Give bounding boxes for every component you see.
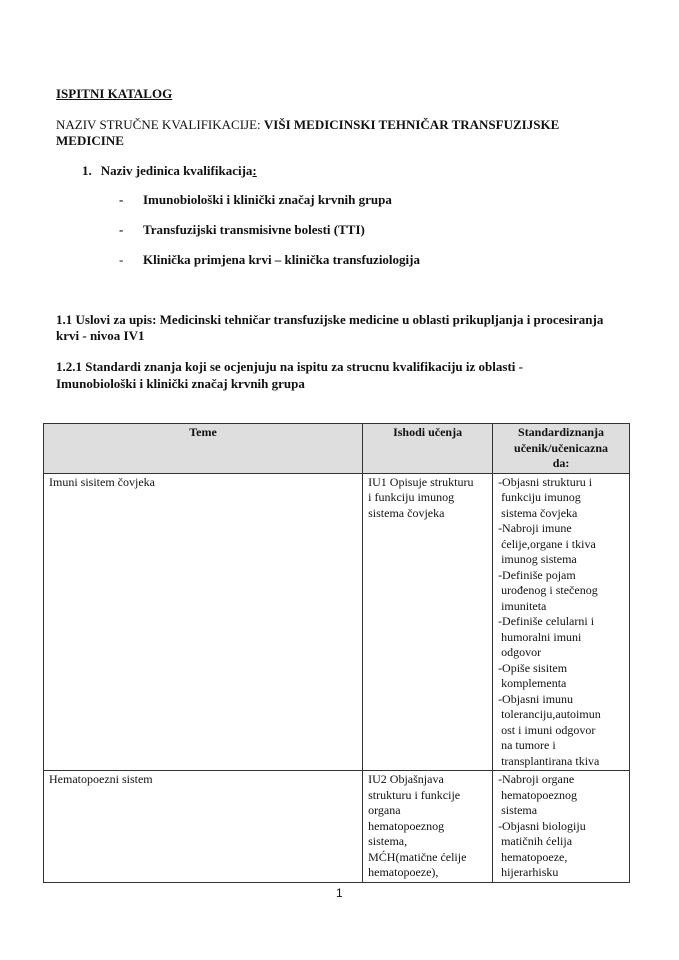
cell-line: organa — [368, 803, 401, 817]
list-item: Imunobiološki i klinički značaj krvnih grupa — [143, 192, 392, 207]
standards-heading-cont: Imunobiološki i klinički značaj krvnih grupa — [56, 376, 305, 391]
qualification-label: NAZIV STRUČNE KVALIFIKACIJE: — [56, 117, 264, 132]
header-line: učenik/učenicazna — [514, 440, 609, 455]
cell-line: matičnih ćelija — [498, 834, 573, 848]
list-item: Transfuzijski transmisivne bolesti (TTI) — [143, 222, 365, 237]
page-number: 1 — [336, 886, 343, 900]
cell-line: MĆH(matične ćelije — [368, 849, 467, 864]
table-row — [44, 771, 630, 883]
enrollment-label: 1.1 Uslovi za upis — [56, 312, 153, 327]
cell-line: sistema, — [368, 834, 408, 848]
section-heading-text: Naziv jedinica kvalifikacija — [100, 163, 253, 178]
cell-line: -Opiše sisitem — [498, 660, 568, 675]
list-bullet: - — [119, 252, 124, 267]
cell-line: -Objasni biologiju — [498, 818, 586, 833]
enrollment-conditions-cont: krvi - nivoa IV1 — [56, 328, 145, 343]
cell-line: -Nabroji organe — [498, 772, 575, 786]
cell-line: funkciju imunog — [498, 490, 581, 504]
cell-line: hematopoeze), — [368, 865, 439, 879]
section-1-heading — [82, 163, 257, 179]
cell-line: hematopoeze, — [498, 849, 568, 864]
cell-line: hematopoeznog — [368, 818, 445, 833]
cell-line: ćelije,organe i tkiva — [498, 536, 596, 551]
section-number: 1. — [82, 163, 92, 178]
cell-line: IU1 Opisuje strukturu — [368, 474, 474, 489]
cell-line: sistema čovjeka — [498, 505, 578, 520]
cell-line: imunog sistema — [498, 552, 577, 566]
enrollment-text: : Medicinski tehničar transfuzijske medicine u oblasti prikupljanja i procesiranja — [152, 312, 604, 327]
list-item: Klinička primjena krvi – klinička transfuziologija — [143, 252, 420, 267]
header-ishodi: Ishodi učenja — [363, 424, 493, 474]
cell-tema: Imuni sisitem čovjeka — [44, 473, 363, 771]
cell-line: urođenog i stečenog — [498, 583, 598, 597]
cell-line: sistema čovjeka — [368, 505, 445, 520]
standards-table — [43, 423, 630, 883]
enrollment-conditions — [56, 312, 603, 328]
section-colon: : — [252, 163, 257, 178]
cell-line: hijerarhisku — [498, 865, 559, 879]
cell-standardi — [493, 473, 630, 771]
cell-line: sistema — [498, 803, 538, 817]
header-line: da: — [552, 456, 570, 470]
list-bullet: - — [119, 222, 124, 237]
cell-line: imuniteta — [498, 598, 547, 613]
cell-line: humoralni imuni — [498, 629, 582, 644]
standards-heading: 1.2.1 Standardi znanja koji se ocjenjuju na ispitu za strucnu kvalifikaciju iz oblasti - — [56, 359, 523, 374]
document-title: ISPITNI KATALOG — [56, 86, 173, 101]
cell-line: ost i imuni odgovor — [498, 722, 596, 737]
cell-line: komplementa — [498, 676, 567, 690]
cell-line: na tumore i — [498, 738, 556, 752]
list-bullet: - — [119, 192, 124, 207]
header-teme: Teme — [44, 424, 363, 474]
table-header-row — [44, 424, 630, 474]
cell-line: transplantirana tkiva — [498, 753, 600, 768]
cell-standardi — [493, 771, 630, 883]
cell-line: -Objasni imunu — [498, 691, 574, 706]
qualification-value-cont: MEDICINE — [56, 133, 124, 148]
cell-line: hematopoeznog — [498, 787, 578, 802]
cell-line: -Definiše celularni i — [498, 614, 595, 628]
header-standardi — [493, 424, 630, 474]
cell-line: strukturu i funkcije — [368, 787, 461, 802]
header-line: Standardiznanja — [518, 425, 605, 439]
cell-line: -Nabroji imune — [498, 521, 572, 535]
cell-line: -Objasni strukturu i — [498, 474, 593, 489]
cell-line: -Definiše pojam — [498, 567, 576, 582]
cell-line: IU2 Objašnjava — [368, 772, 444, 786]
cell-line: odgovor — [498, 645, 542, 659]
cell-tema: Hematopoezni sistem — [44, 771, 363, 883]
cell-line: i funkciju imunog — [368, 490, 455, 504]
cell-ishodi — [363, 473, 493, 771]
qualification-line — [56, 117, 559, 133]
cell-line: toleranciju,autoimun — [498, 707, 601, 721]
cell-ishodi — [363, 771, 493, 883]
qualification-value: VIŠI MEDICINSKI TEHNIČAR TRANSFUZIJSKE — [263, 117, 560, 132]
table-row — [44, 473, 630, 771]
